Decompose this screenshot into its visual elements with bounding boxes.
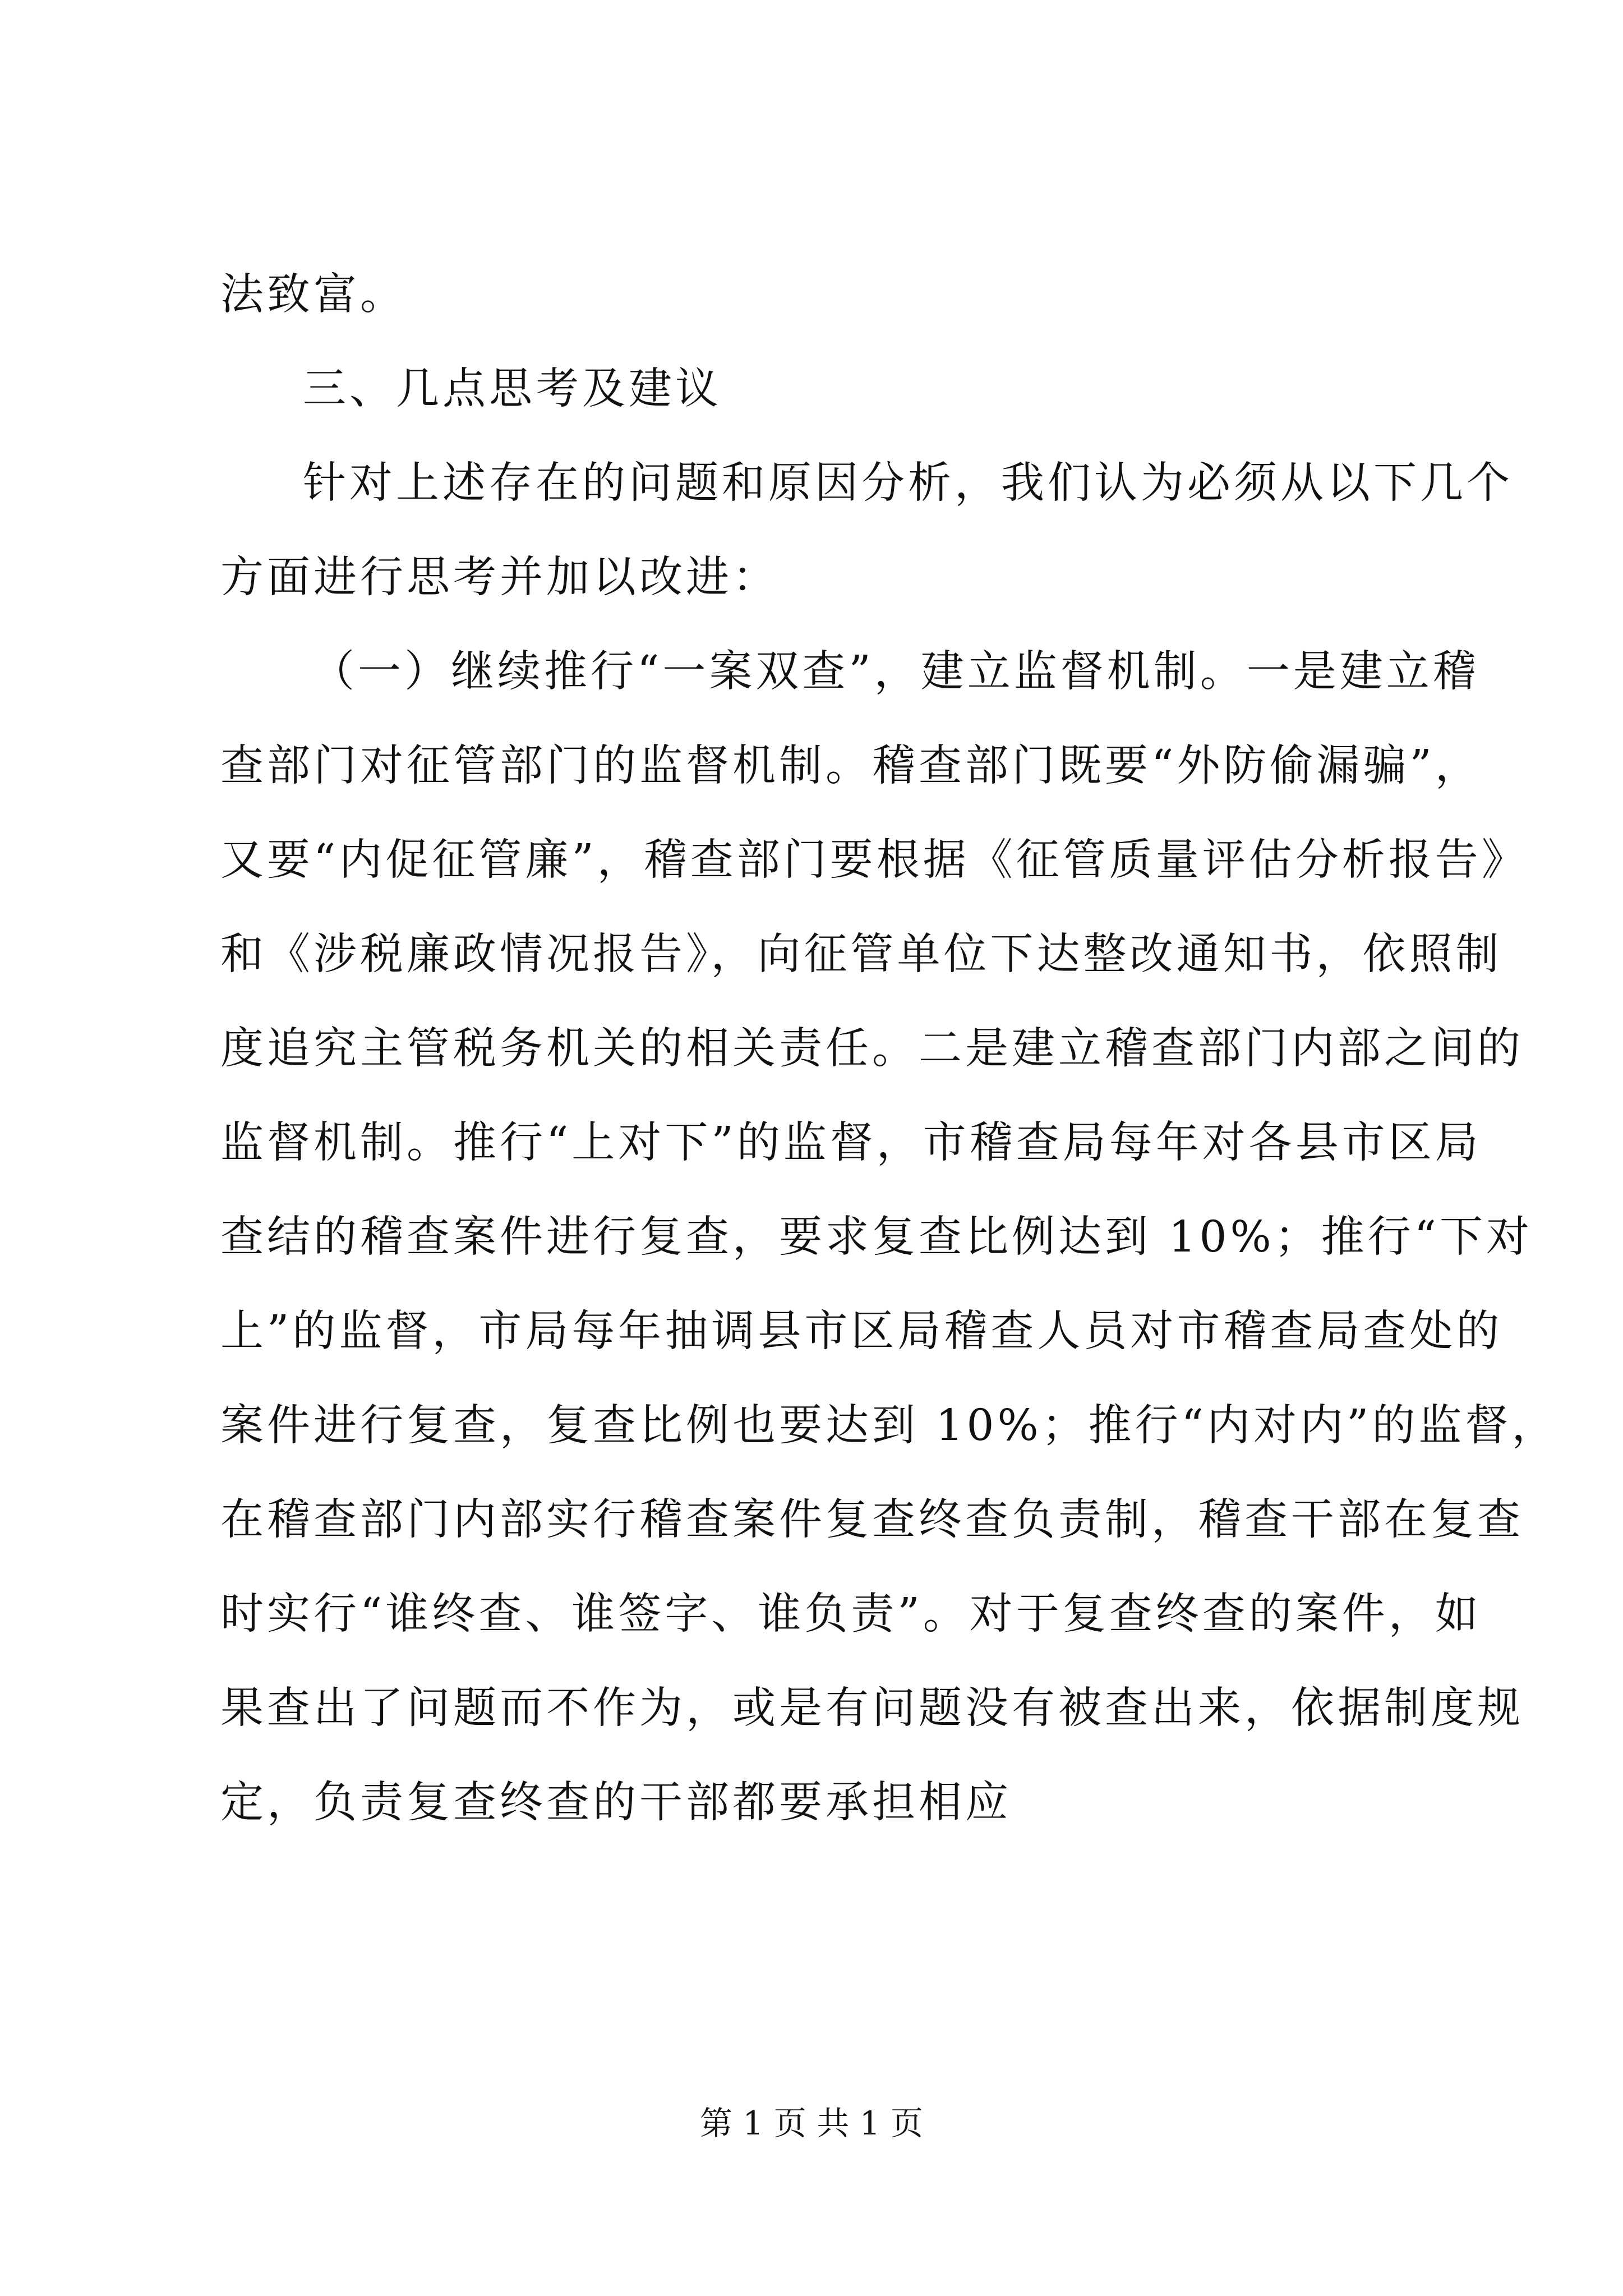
text-line: 在稽查部门内部实行稽查案件复查终查负责制，稽查干部在复查	[220, 1495, 1524, 1545]
text-line: 针对上述存在的问题和原因分析，我们认为必须从以下几个	[303, 458, 1513, 508]
text-line: 上”的监督，市局每年抽调县市区局稽查人员对市稽查局查处的	[220, 1306, 1503, 1356]
section-heading: 三、几点思考及建议	[303, 364, 722, 414]
text-line: 监督机制。推行“上对下”的监督，市稽查局每年对各县市区局	[220, 1118, 1482, 1168]
text-line: 方面进行思考并加以改进：	[220, 553, 779, 602]
text-line: 果查出了问题而不作为，或是有问题没有被查出来，依据制度规	[220, 1683, 1524, 1733]
text-line: 法致富。	[220, 270, 407, 320]
text-line: 查部门对征管部门的监督机制。稽查部门既要“外防偷漏骗”，	[220, 741, 1482, 791]
page-footer: 第 1 页 共 1 页	[700, 2104, 923, 2142]
text-line: 时实行“谁终查、谁签字、谁负责”。对于复查终查的案件，如	[220, 1589, 1482, 1639]
text-line: 和《涉税廉政情况报告》，向征管单位下达整改通知书，依照制	[220, 930, 1502, 979]
text-line: 又要“内促征管廉”，稽查部门要根据《征管质量评估分析报告》	[220, 835, 1528, 885]
text-line: 查结的稽查案件进行复查，要求复查比例达到 10%；推行“下对	[220, 1212, 1533, 1262]
text-line: 定，负责复查终查的干部都要承担相应	[220, 1778, 1012, 1828]
text-line: 案件进行复查，复查比例也要达到 10%；推行“内对内”的监督，	[220, 1401, 1559, 1451]
text-line: 度追究主管税务机关的相关责任。二是建立稽查部门内部之间的	[220, 1024, 1524, 1074]
text-line: （一）继续推行“一案双查”，建立监督机制。一是建立稽	[311, 647, 1479, 697]
